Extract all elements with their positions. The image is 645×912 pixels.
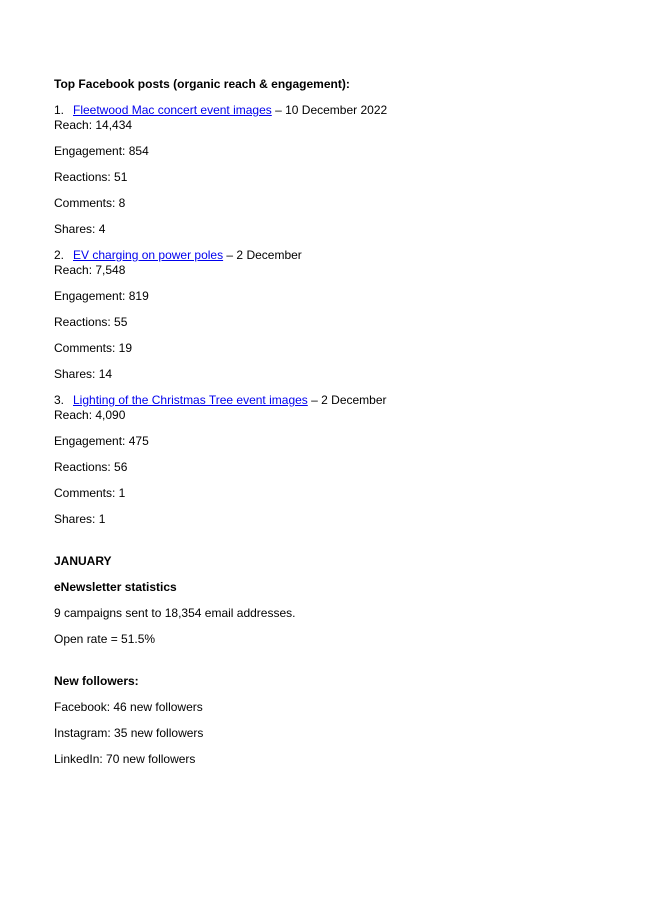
post-number: 3. <box>54 393 65 407</box>
post-link[interactable]: EV charging on power poles <box>73 248 224 262</box>
post-number: 1. <box>54 103 65 117</box>
post-item <box>54 103 614 248</box>
followers-heading: New followers: <box>54 674 139 688</box>
post-reactions: Reactions: 51 <box>54 170 128 184</box>
post-reactions: Reactions: 55 <box>54 315 128 329</box>
post-reach: Reach: 7,548 <box>54 263 126 277</box>
post-shares: Shares: 1 <box>54 512 106 526</box>
post-title-line <box>54 103 614 118</box>
post-date: – 10 December 2022 <box>271 103 388 117</box>
post-link[interactable]: Fleetwood Mac concert event images <box>73 103 272 117</box>
followers-linkedin: LinkedIn: 70 new followers <box>54 752 196 766</box>
post-reach: Reach: 14,434 <box>54 118 133 132</box>
enewsletter-campaigns: 9 campaigns sent to 18,354 email addresses. <box>54 606 296 620</box>
post-engagement: Engagement: 819 <box>54 289 149 303</box>
post-engagement: Engagement: 475 <box>54 434 149 448</box>
post-comments: Comments: 1 <box>54 486 126 500</box>
post-link[interactable]: Lighting of the Christmas Tree event images <box>73 393 308 407</box>
post-date: – 2 December <box>307 393 387 407</box>
post-date: – 2 December <box>223 248 302 262</box>
post-comments: Comments: 8 <box>54 196 126 210</box>
month-heading: JANUARY <box>54 554 112 568</box>
post-reach: Reach: 4,090 <box>54 408 126 422</box>
followers-facebook: Facebook: 46 new followers <box>54 700 203 714</box>
document-page <box>54 77 614 767</box>
post-reactions: Reactions: 56 <box>54 460 128 474</box>
post-number: 2. <box>54 248 65 262</box>
followers-instagram: Instagram: 35 new followers <box>54 726 204 740</box>
enewsletter-open-rate: Open rate = 51.5% <box>54 632 156 646</box>
top-posts-heading: Top Facebook posts (organic reach & engagement): <box>54 77 350 91</box>
post-item <box>54 393 614 527</box>
post-shares: Shares: 14 <box>54 367 113 381</box>
enewsletter-heading: eNewsletter statistics <box>54 580 177 594</box>
post-comments: Comments: 19 <box>54 341 133 355</box>
post-title-line <box>54 248 614 263</box>
post-shares: Shares: 4 <box>54 222 106 236</box>
post-engagement: Engagement: 854 <box>54 144 149 158</box>
post-title-line <box>54 393 614 408</box>
post-item <box>54 248 614 393</box>
